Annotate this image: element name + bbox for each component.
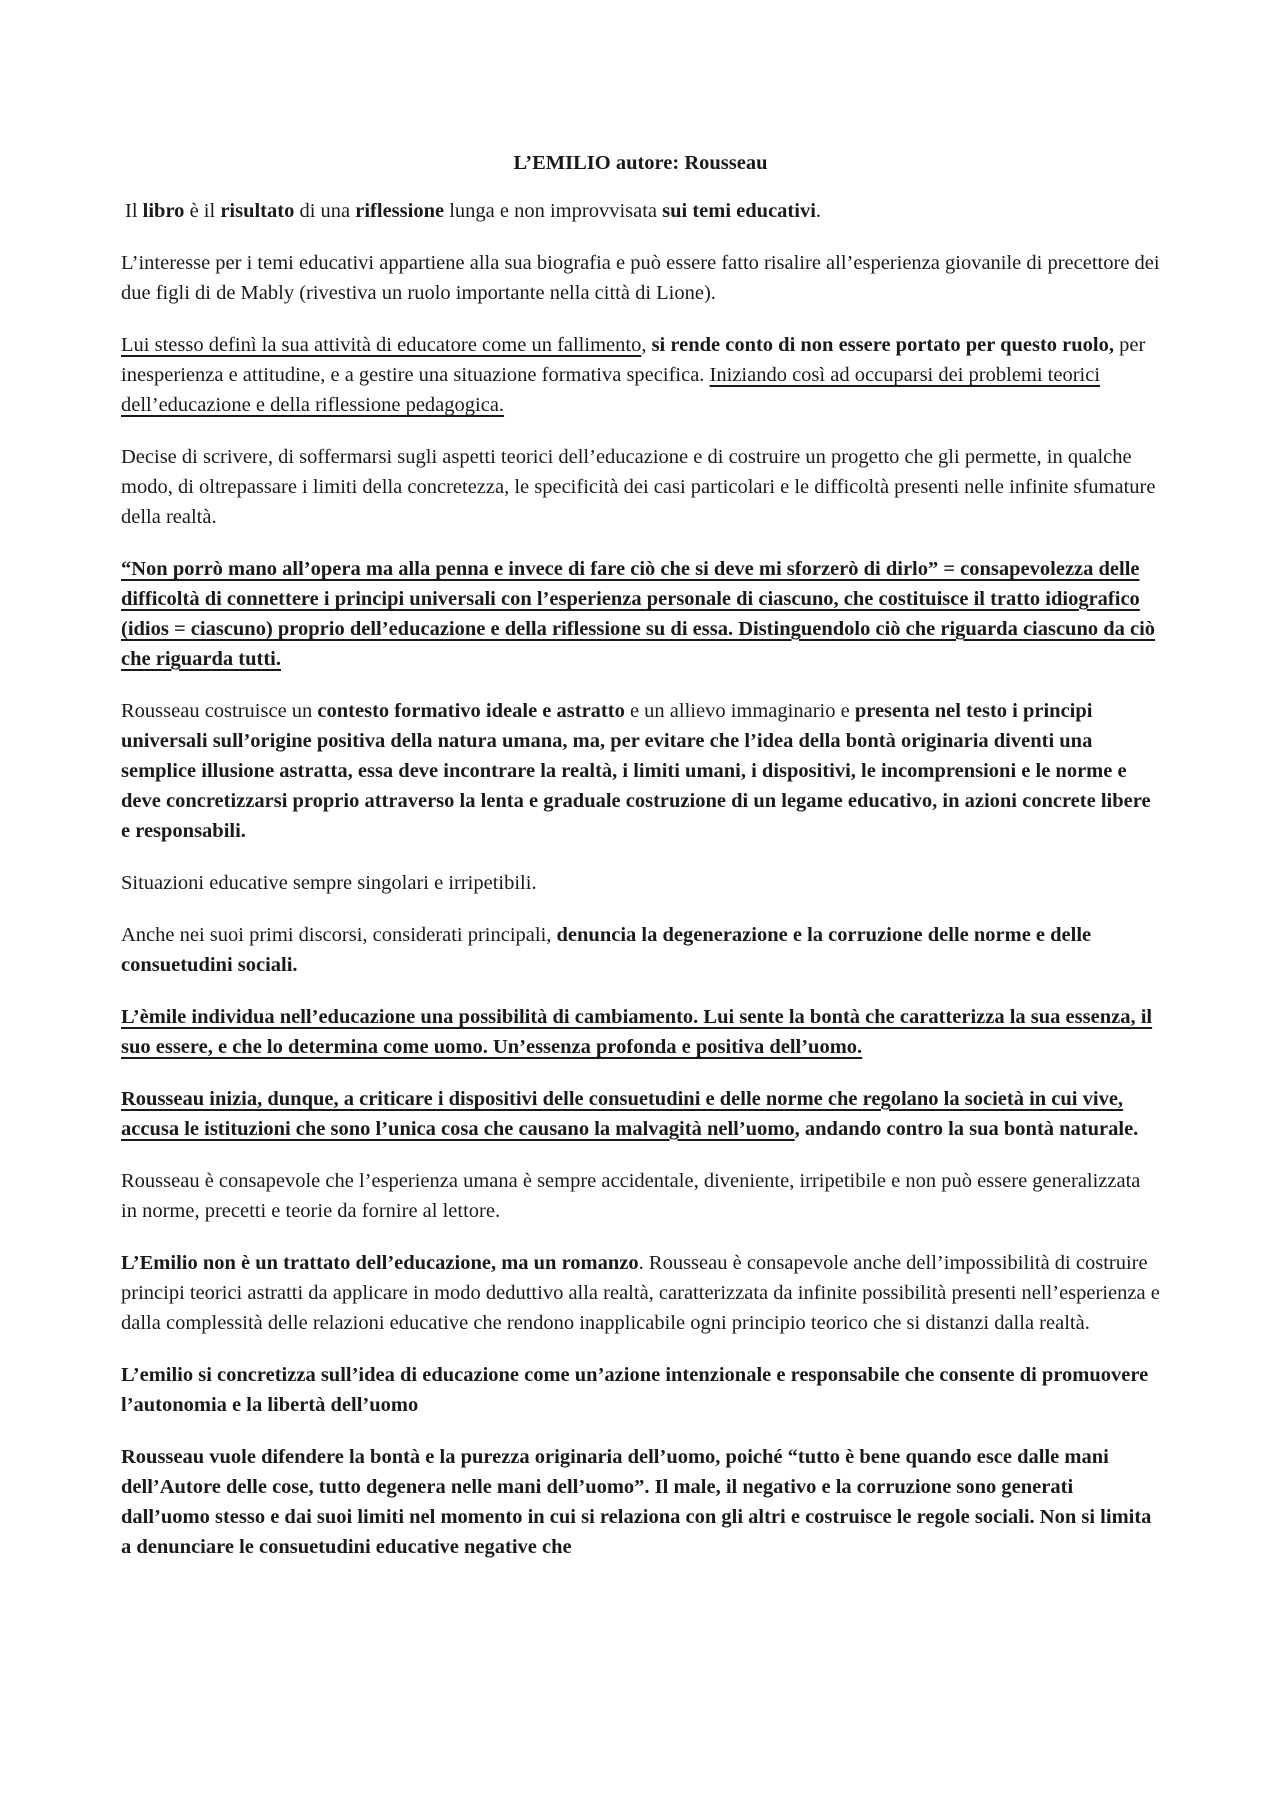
underlined-run: “Non porrò mano all’opera ma alla penna e invece di fare ciò che si deve mi sforzerò di dirlo” = consapevolezza delle difficoltà di connettere i principi universali con l’esperienza personale di ciascuno, che costituisce il tratto idiografico (idios = ciascuno) proprio dell’educazione e della riflessione su di essa. Distinguendolo ciò che riguarda ciascuno da ciò che riguarda tutti.: [121, 558, 1156, 670]
text-run: e un allievo immaginario e: [624, 700, 855, 722]
bold-run: [121, 558, 1155, 670]
paragraph-ideal-context: [121, 696, 1160, 846]
text-run: è il: [184, 200, 221, 222]
text-run: lunga e non improvvisata: [444, 200, 663, 222]
bold-run: riflessione: [355, 200, 445, 222]
bold-run: presenta nel testo i principi universali sull’origine positiva della natura umana, ma, per evitare che l’idea della bontà originaria diventi una semplice illusione astratta, essa deve incontrare la realtà, i limiti umani, i dispositivi, le incomprensioni e le norme e deve concretizzarsi proprio attraverso la lenta e graduale costruzione di un legame educativo, in azioni concrete libere e responsabili.: [121, 700, 1151, 842]
text-run: ,: [641, 334, 652, 356]
underlined-run: Iniziando così ad occuparsi dei problemi teorici dell’educazione e della riflessione pedagogica.: [121, 364, 1101, 416]
text-run: Il: [125, 200, 143, 222]
bold-run: si rende conto di non essere portato per questo ruolo,: [651, 334, 1114, 356]
bold-run: sui temi educativi: [662, 200, 816, 222]
paragraph-goodness: [121, 1442, 1160, 1562]
text-run: . Rousseau è consapevole anche dell’impossibilità di costruire principi teorici astratti da applicare in modo deduttivo alla realtà, caratterizzata da infinite possibilità presenti nell’esperienza e dalla complessità delle relazioni educative che rendono inapplicabile ogni principio teorico che si distanzi dalla realtà.: [121, 1252, 1160, 1334]
paragraph-situations: Situazioni educative sempre singolari e irripetibili.: [121, 872, 537, 894]
paragraph-writing: Decise di scrivere, di soffermarsi sugli aspetti teorici dell’educazione e di costruire un progetto che gli permette, in qualche modo, di oltrepassare i limiti della concretezza, le specificità dei casi particolari e le difficoltà presenti nelle infinite sfumature della realtà.: [121, 446, 1156, 528]
paragraph-quote: [121, 554, 1160, 674]
document-title: L’EMILIO autore: Rousseau: [513, 152, 768, 174]
text-run: , andando contro la sua bontà naturale.: [794, 1118, 1139, 1140]
paragraph-critique: [121, 1084, 1160, 1144]
bold-run: risultato: [220, 200, 295, 222]
paragraph-intentional-action: [121, 1360, 1160, 1420]
paragraph-failure: [121, 330, 1160, 420]
text-run: di una: [294, 200, 356, 222]
bold-run: L’Emilio non è un trattato dell’educazione, ma un romanzo: [121, 1252, 639, 1274]
underlined-run: L’èmile individua nell’educazione una possibilità di cambiamento. Lui sente la bontà che caratterizza la sua essenza, il suo essere, e che lo determina come uomo. Un’essenza profonda e positiva dell’uomo.: [121, 1006, 1153, 1058]
paragraph-biography: L’interesse per i temi educativi appartiene alla sua biografia e può essere fatto risalire all’esperienza giovanile di precettore dei due figli di de Mably (rivestiva un ruolo importante nella città di Lione).: [121, 252, 1160, 304]
underlined-run: Rousseau inizia, dunque, a criticare i dispositivi delle consuetudini e delle norme che regolano la società in cui vive, accusa le istituzioni che sono l’unica cosa che causano la malvagità nell’uomo: [121, 1088, 1124, 1140]
bold-run: denuncia la degenerazione e la corruzione delle norme e delle consuetudini sociali.: [121, 924, 1092, 976]
text-run: Rousseau costruisce un: [121, 700, 318, 722]
text-run: Anche nei suoi primi discorsi, considerati principali,: [121, 924, 557, 946]
text-run: .: [815, 200, 822, 222]
bold-run: [121, 1006, 1152, 1058]
paragraph-intro: [121, 196, 1160, 226]
bold-run: Rousseau vuole difendere la bontà e la purezza originaria dell’uomo, poiché “tutto è bene quando esce dalle mani dell’Autore delle cose, tutto degenera nelle mani dell’uomo”. Il male, il negativo e la corruzione sono generati dall’uomo stesso e dai suoi limiti nel momento in cui si relaziona con gli altri e costruisce le regole sociali. Non si limita a denunciare le consuetudini educative negative che: [121, 1446, 1152, 1558]
bold-run: L’emilio si concretizza sull’idea di educazione come un’azione intenzionale e responsabile che consente di promuovere l’autonomia e la libertà dell’uomo: [121, 1364, 1149, 1416]
underlined-run: Lui stesso definì la sua attività di educatore come un fallimento: [121, 334, 642, 356]
bold-run: contesto formativo ideale e astratto: [317, 700, 625, 722]
paragraph-novel: [121, 1248, 1160, 1338]
paragraph-experience: Rousseau è consapevole che l’esperienza umana è sempre accidentale, diveniente, irripetibile e non può essere generalizzata in norme, precetti e teorie da fornire al lettore.: [121, 1170, 1141, 1222]
paragraph-discourses: [121, 920, 1160, 980]
bold-run: libro: [142, 200, 185, 222]
paragraph-emile-change: [121, 1002, 1160, 1062]
text-run: per inesperienza e attitudine, e a gestire una situazione formativa specifica.: [121, 334, 1146, 386]
bold-run: [121, 1088, 1138, 1140]
